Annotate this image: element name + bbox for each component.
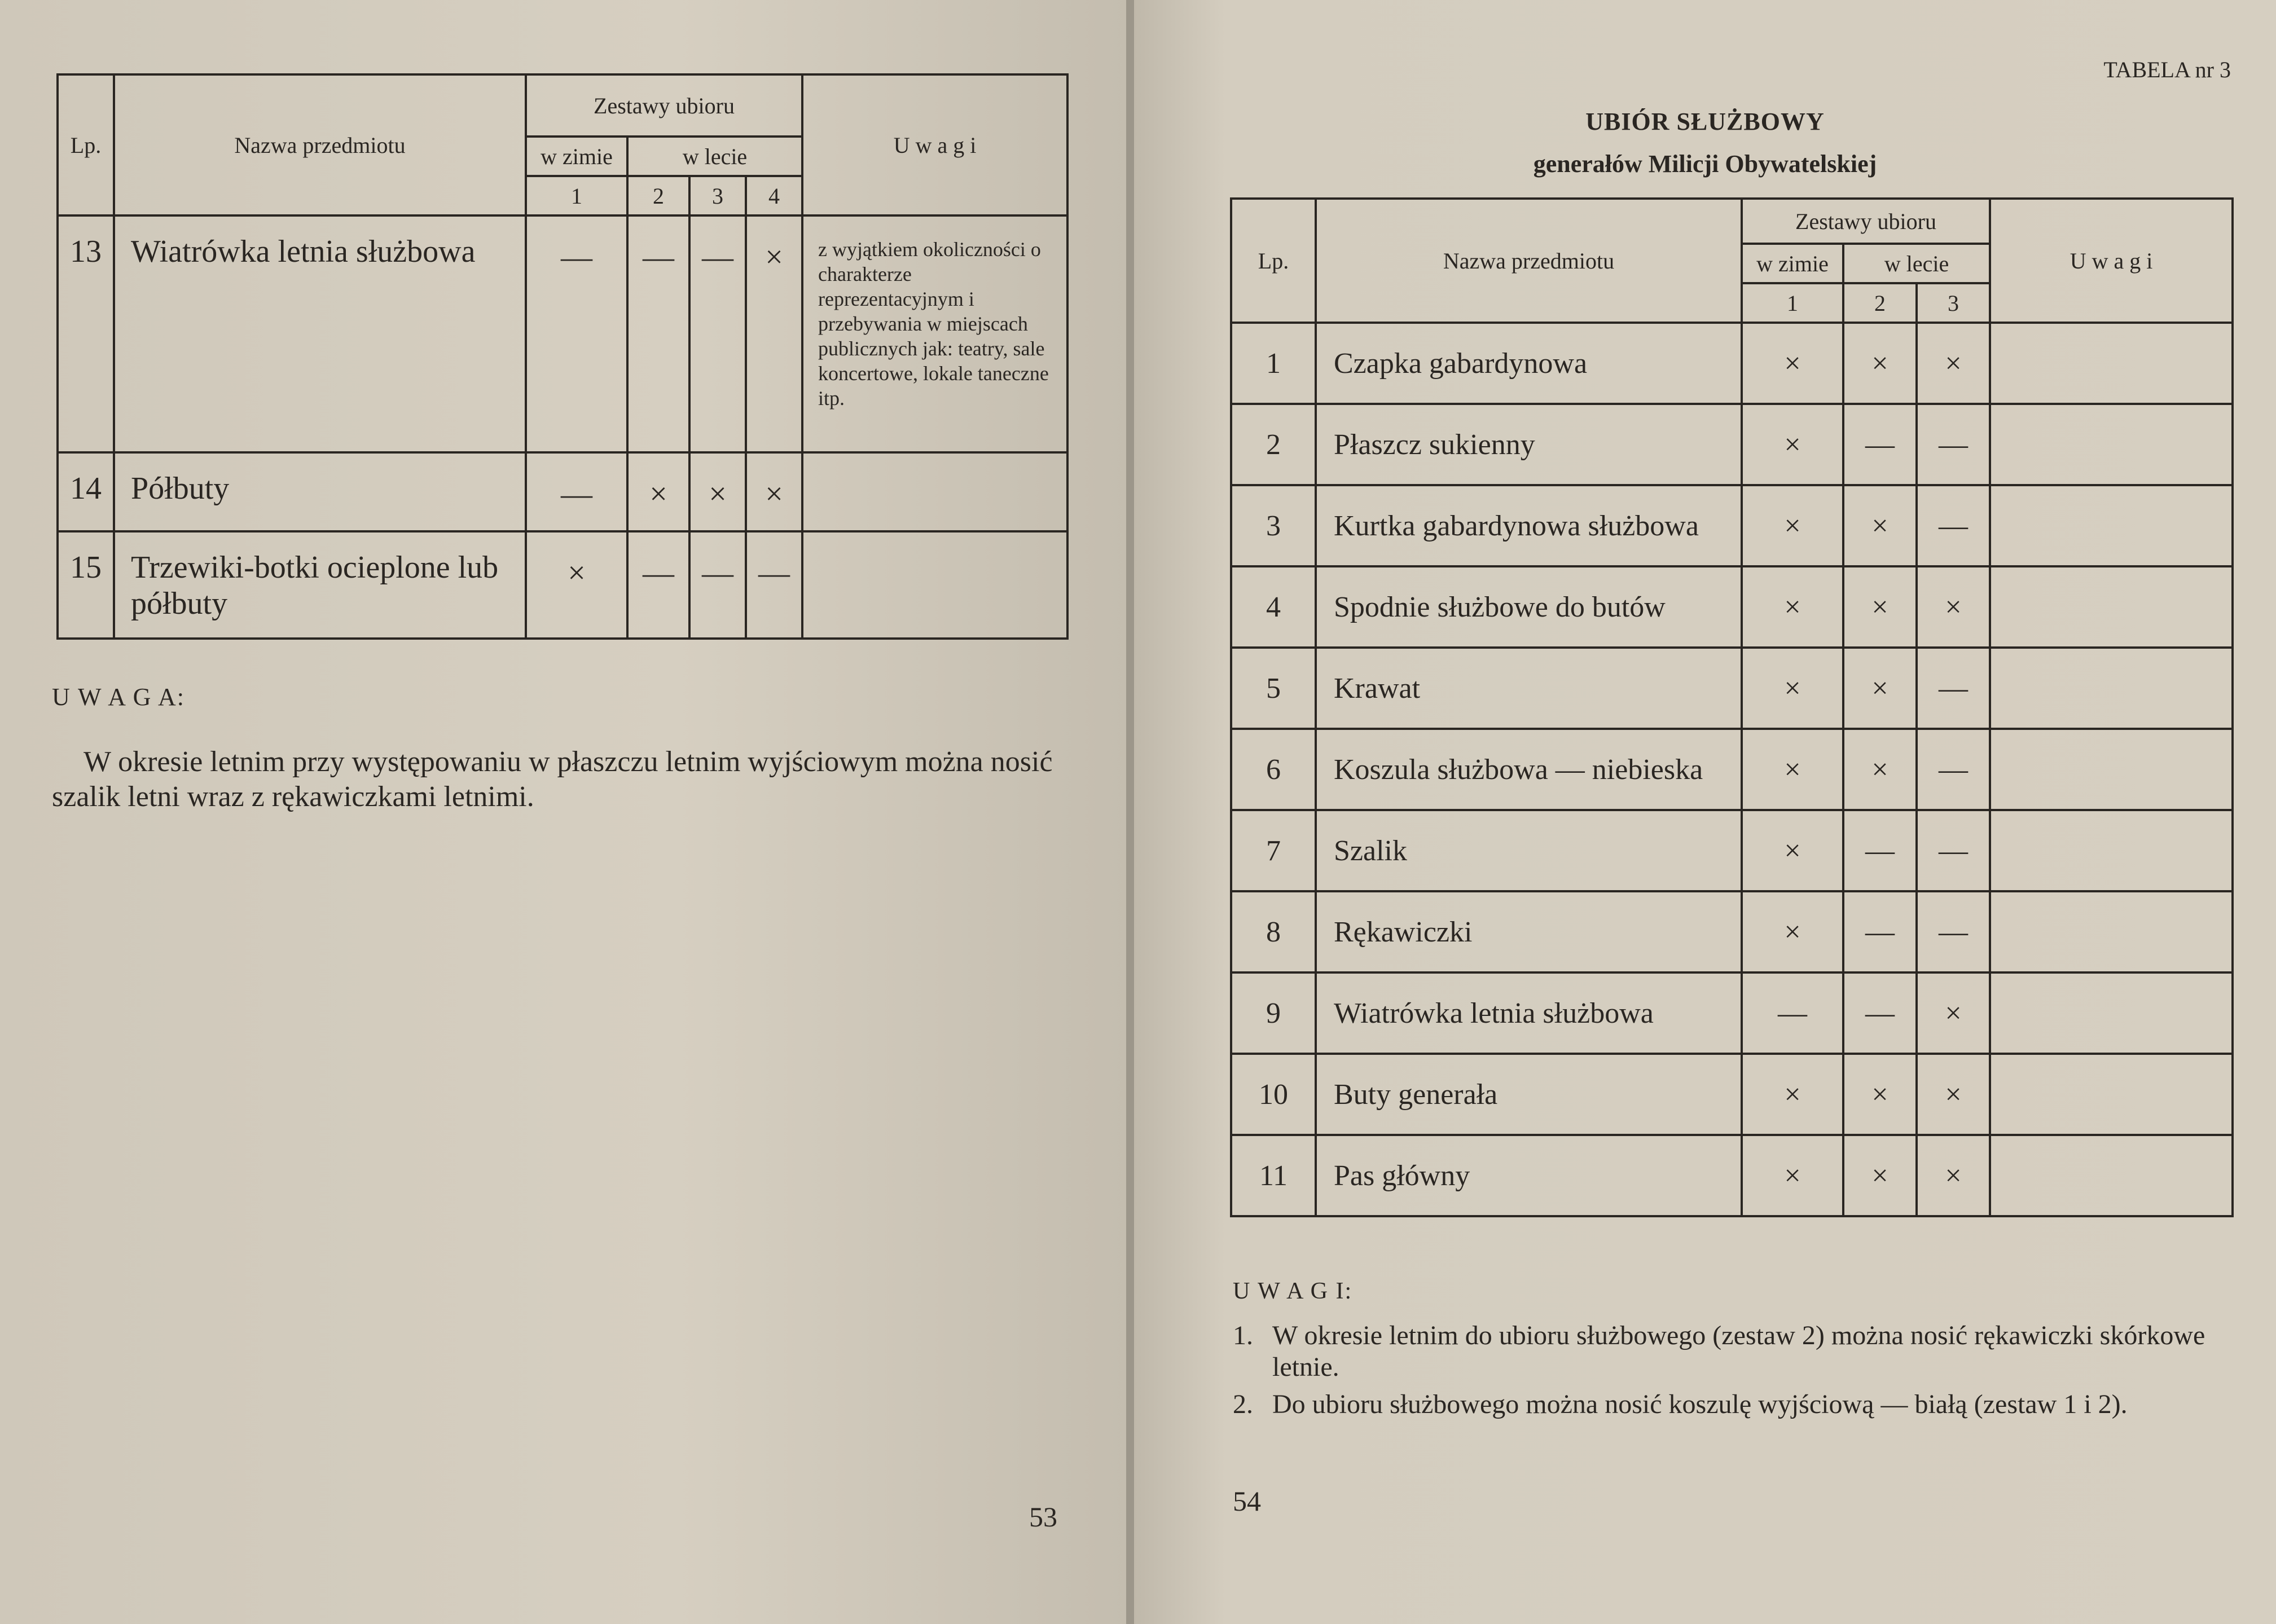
remark-text: z wyjątkiem okoliczności o charakterze reprezentacyjnym i przebywania w miejscach publicznych jak: teatry, sale koncertowe, lokale taneczne itp.: [802, 215, 1067, 452]
row-number: 1: [1231, 323, 1316, 404]
set-number: 4: [746, 176, 802, 215]
remark-text: [802, 452, 1067, 531]
set-mark: —: [1917, 404, 1990, 485]
sets-header: Zestawy ubioru: [1742, 199, 1990, 244]
name-header: Nazwa przedmiotu: [114, 74, 526, 215]
table-row: [1231, 404, 2233, 485]
set-mark: ×: [1917, 972, 1990, 1054]
note-number: 2.: [1233, 1389, 1253, 1419]
page-number: 53: [1029, 1501, 1057, 1533]
table-row: [1231, 810, 2233, 891]
table-row: [1231, 485, 2233, 566]
row-number: 10: [1231, 1054, 1316, 1135]
set-mark: —: [1843, 810, 1917, 891]
right-page: [1134, 0, 2276, 1624]
row-number: 4: [1231, 566, 1316, 648]
item-name: Rękawiczki: [1316, 891, 1742, 972]
item-name: Trzewiki-botki ocieplone lub półbuty: [114, 531, 526, 639]
summer-header: w lecie: [627, 137, 802, 176]
set-mark: ×: [1843, 1135, 1917, 1216]
table-row: [1231, 323, 2233, 404]
remark-cell: [1990, 1135, 2233, 1216]
remarks-header: U w a g i: [802, 74, 1067, 215]
item-name: Wiatrówka letnia służbowa: [114, 215, 526, 452]
item-name: Buty generała: [1316, 1054, 1742, 1135]
set-number: 3: [689, 176, 746, 215]
item-name: Kurtka gabardynowa służbowa: [1316, 485, 1742, 566]
lp-header: Lp.: [1231, 199, 1316, 323]
set-mark: ×: [1742, 810, 1843, 891]
set-mark: ×: [1917, 323, 1990, 404]
winter-header: w zimie: [1742, 244, 1843, 283]
table-row: [1231, 729, 2233, 810]
remark-cell: [1990, 323, 2233, 404]
item-name: Czapka gabardynowa: [1316, 323, 1742, 404]
row-number: 6: [1231, 729, 1316, 810]
item-name: Koszula służbowa — niebieska: [1316, 729, 1742, 810]
row-number: 5: [1231, 648, 1316, 729]
note-item: [1233, 1320, 2237, 1383]
table-row: [1231, 648, 2233, 729]
set-mark: —: [1843, 972, 1917, 1054]
set-number: 3: [1917, 283, 1990, 323]
set-mark: ×: [689, 452, 746, 531]
remark-cell: [1990, 566, 2233, 648]
set-mark: ×: [1742, 1054, 1843, 1135]
set-mark: ×: [1843, 648, 1917, 729]
set-mark: ×: [627, 452, 689, 531]
item-name: Pas główny: [1316, 1135, 1742, 1216]
set-mark: ×: [1917, 1054, 1990, 1135]
set-mark: —: [526, 452, 627, 531]
page-title: UBIÓR SŁUŻBOWY: [1585, 108, 1825, 135]
table-row: [1231, 1135, 2233, 1216]
set-mark: —: [1917, 729, 1990, 810]
note-heading: U W A G A:: [52, 683, 185, 711]
notes-list: [1233, 1320, 2237, 1420]
set-mark: ×: [1742, 1135, 1843, 1216]
table-row: [1231, 566, 2233, 648]
note-item: [1233, 1389, 2237, 1420]
note-text: Do ubioru służbowego można nosić koszulę wyjściową — białą (zestaw 1 i 2).: [1272, 1389, 2128, 1419]
set-mark: ×: [1742, 323, 1843, 404]
set-mark: ×: [1843, 566, 1917, 648]
item-name: Płaszcz sukienny: [1316, 404, 1742, 485]
lp-header: Lp.: [58, 74, 114, 215]
sets-header: Zestawy ubioru: [526, 74, 802, 137]
row-number: 2: [1231, 404, 1316, 485]
left-uniform-table: [56, 73, 1069, 640]
set-mark: ×: [1742, 648, 1843, 729]
row-number: 8: [1231, 891, 1316, 972]
set-mark: —: [1742, 972, 1843, 1054]
row-number: 7: [1231, 810, 1316, 891]
set-mark: ×: [526, 531, 627, 639]
set-mark: —: [627, 215, 689, 452]
set-mark: ×: [1843, 729, 1917, 810]
set-mark: ×: [1742, 485, 1843, 566]
row-number: 13: [58, 215, 114, 452]
remarks-header: U w a g i: [1990, 199, 2233, 323]
set-mark: —: [689, 531, 746, 639]
set-number: 1: [1742, 283, 1843, 323]
set-mark: —: [689, 215, 746, 452]
set-mark: —: [627, 531, 689, 639]
right-uniform-table: [1230, 197, 2234, 1217]
remark-cell: [1990, 485, 2233, 566]
remark-cell: [1990, 404, 2233, 485]
remark-cell: [1990, 1054, 2233, 1135]
set-mark: ×: [1843, 1054, 1917, 1135]
set-mark: ×: [1843, 323, 1917, 404]
row-number: 14: [58, 452, 114, 531]
set-mark: —: [1917, 810, 1990, 891]
item-name: Wiatrówka letnia służbowa: [1316, 972, 1742, 1054]
table-label: TABELA nr 3: [2103, 57, 2231, 82]
winter-header: w zimie: [526, 137, 627, 176]
set-mark: —: [526, 215, 627, 452]
table-row: [58, 452, 1067, 531]
set-mark: ×: [746, 215, 802, 452]
row-number: 11: [1231, 1135, 1316, 1216]
table-row: [1231, 891, 2233, 972]
set-mark: —: [1843, 891, 1917, 972]
left-page: [0, 0, 1128, 1624]
set-number: 1: [526, 176, 627, 215]
page-number: 54: [1233, 1485, 1261, 1517]
page-subtitle: generałów Milicji Obywatelskiej: [1533, 150, 1877, 178]
remark-cell: [1990, 891, 2233, 972]
set-mark: ×: [1742, 404, 1843, 485]
remark-cell: [1990, 972, 2233, 1054]
summer-header: w lecie: [1843, 244, 1990, 283]
set-number: 2: [627, 176, 689, 215]
set-mark: —: [746, 531, 802, 639]
set-mark: ×: [1742, 729, 1843, 810]
note-text: W okresie letnim przy występowaniu w płaszczu letnim wyjściowym można nosić szalik letni wraz z rękawiczkami letnimi.: [52, 746, 1053, 813]
table-row: [1231, 1054, 2233, 1135]
remark-cell: [1990, 648, 2233, 729]
set-mark: ×: [1742, 566, 1843, 648]
set-mark: ×: [1742, 891, 1843, 972]
table-row: [58, 531, 1067, 639]
set-mark: —: [1917, 648, 1990, 729]
notes-heading: U W A G I:: [1233, 1278, 1353, 1304]
table-row: [1231, 972, 2233, 1054]
set-mark: ×: [746, 452, 802, 531]
row-number: 9: [1231, 972, 1316, 1054]
item-name: Półbuty: [114, 452, 526, 531]
item-name: Spodnie służbowe do butów: [1316, 566, 1742, 648]
set-mark: —: [1917, 891, 1990, 972]
set-number: 2: [1843, 283, 1917, 323]
set-mark: ×: [1917, 1135, 1990, 1216]
name-header: Nazwa przedmiotu: [1316, 199, 1742, 323]
remark-text: [802, 531, 1067, 639]
table-row: [58, 215, 1067, 452]
remark-cell: [1990, 810, 2233, 891]
set-mark: —: [1917, 485, 1990, 566]
item-name: Krawat: [1316, 648, 1742, 729]
note-text: W okresie letnim do ubioru służbowego (zestaw 2) można nosić rękawiczki skórkowe letnie.: [1272, 1321, 2205, 1382]
note-number: 1.: [1233, 1321, 1253, 1350]
row-number: 15: [58, 531, 114, 639]
item-name: Szalik: [1316, 810, 1742, 891]
set-mark: ×: [1843, 485, 1917, 566]
set-mark: ×: [1917, 566, 1990, 648]
set-mark: —: [1843, 404, 1917, 485]
remark-cell: [1990, 729, 2233, 810]
row-number: 3: [1231, 485, 1316, 566]
